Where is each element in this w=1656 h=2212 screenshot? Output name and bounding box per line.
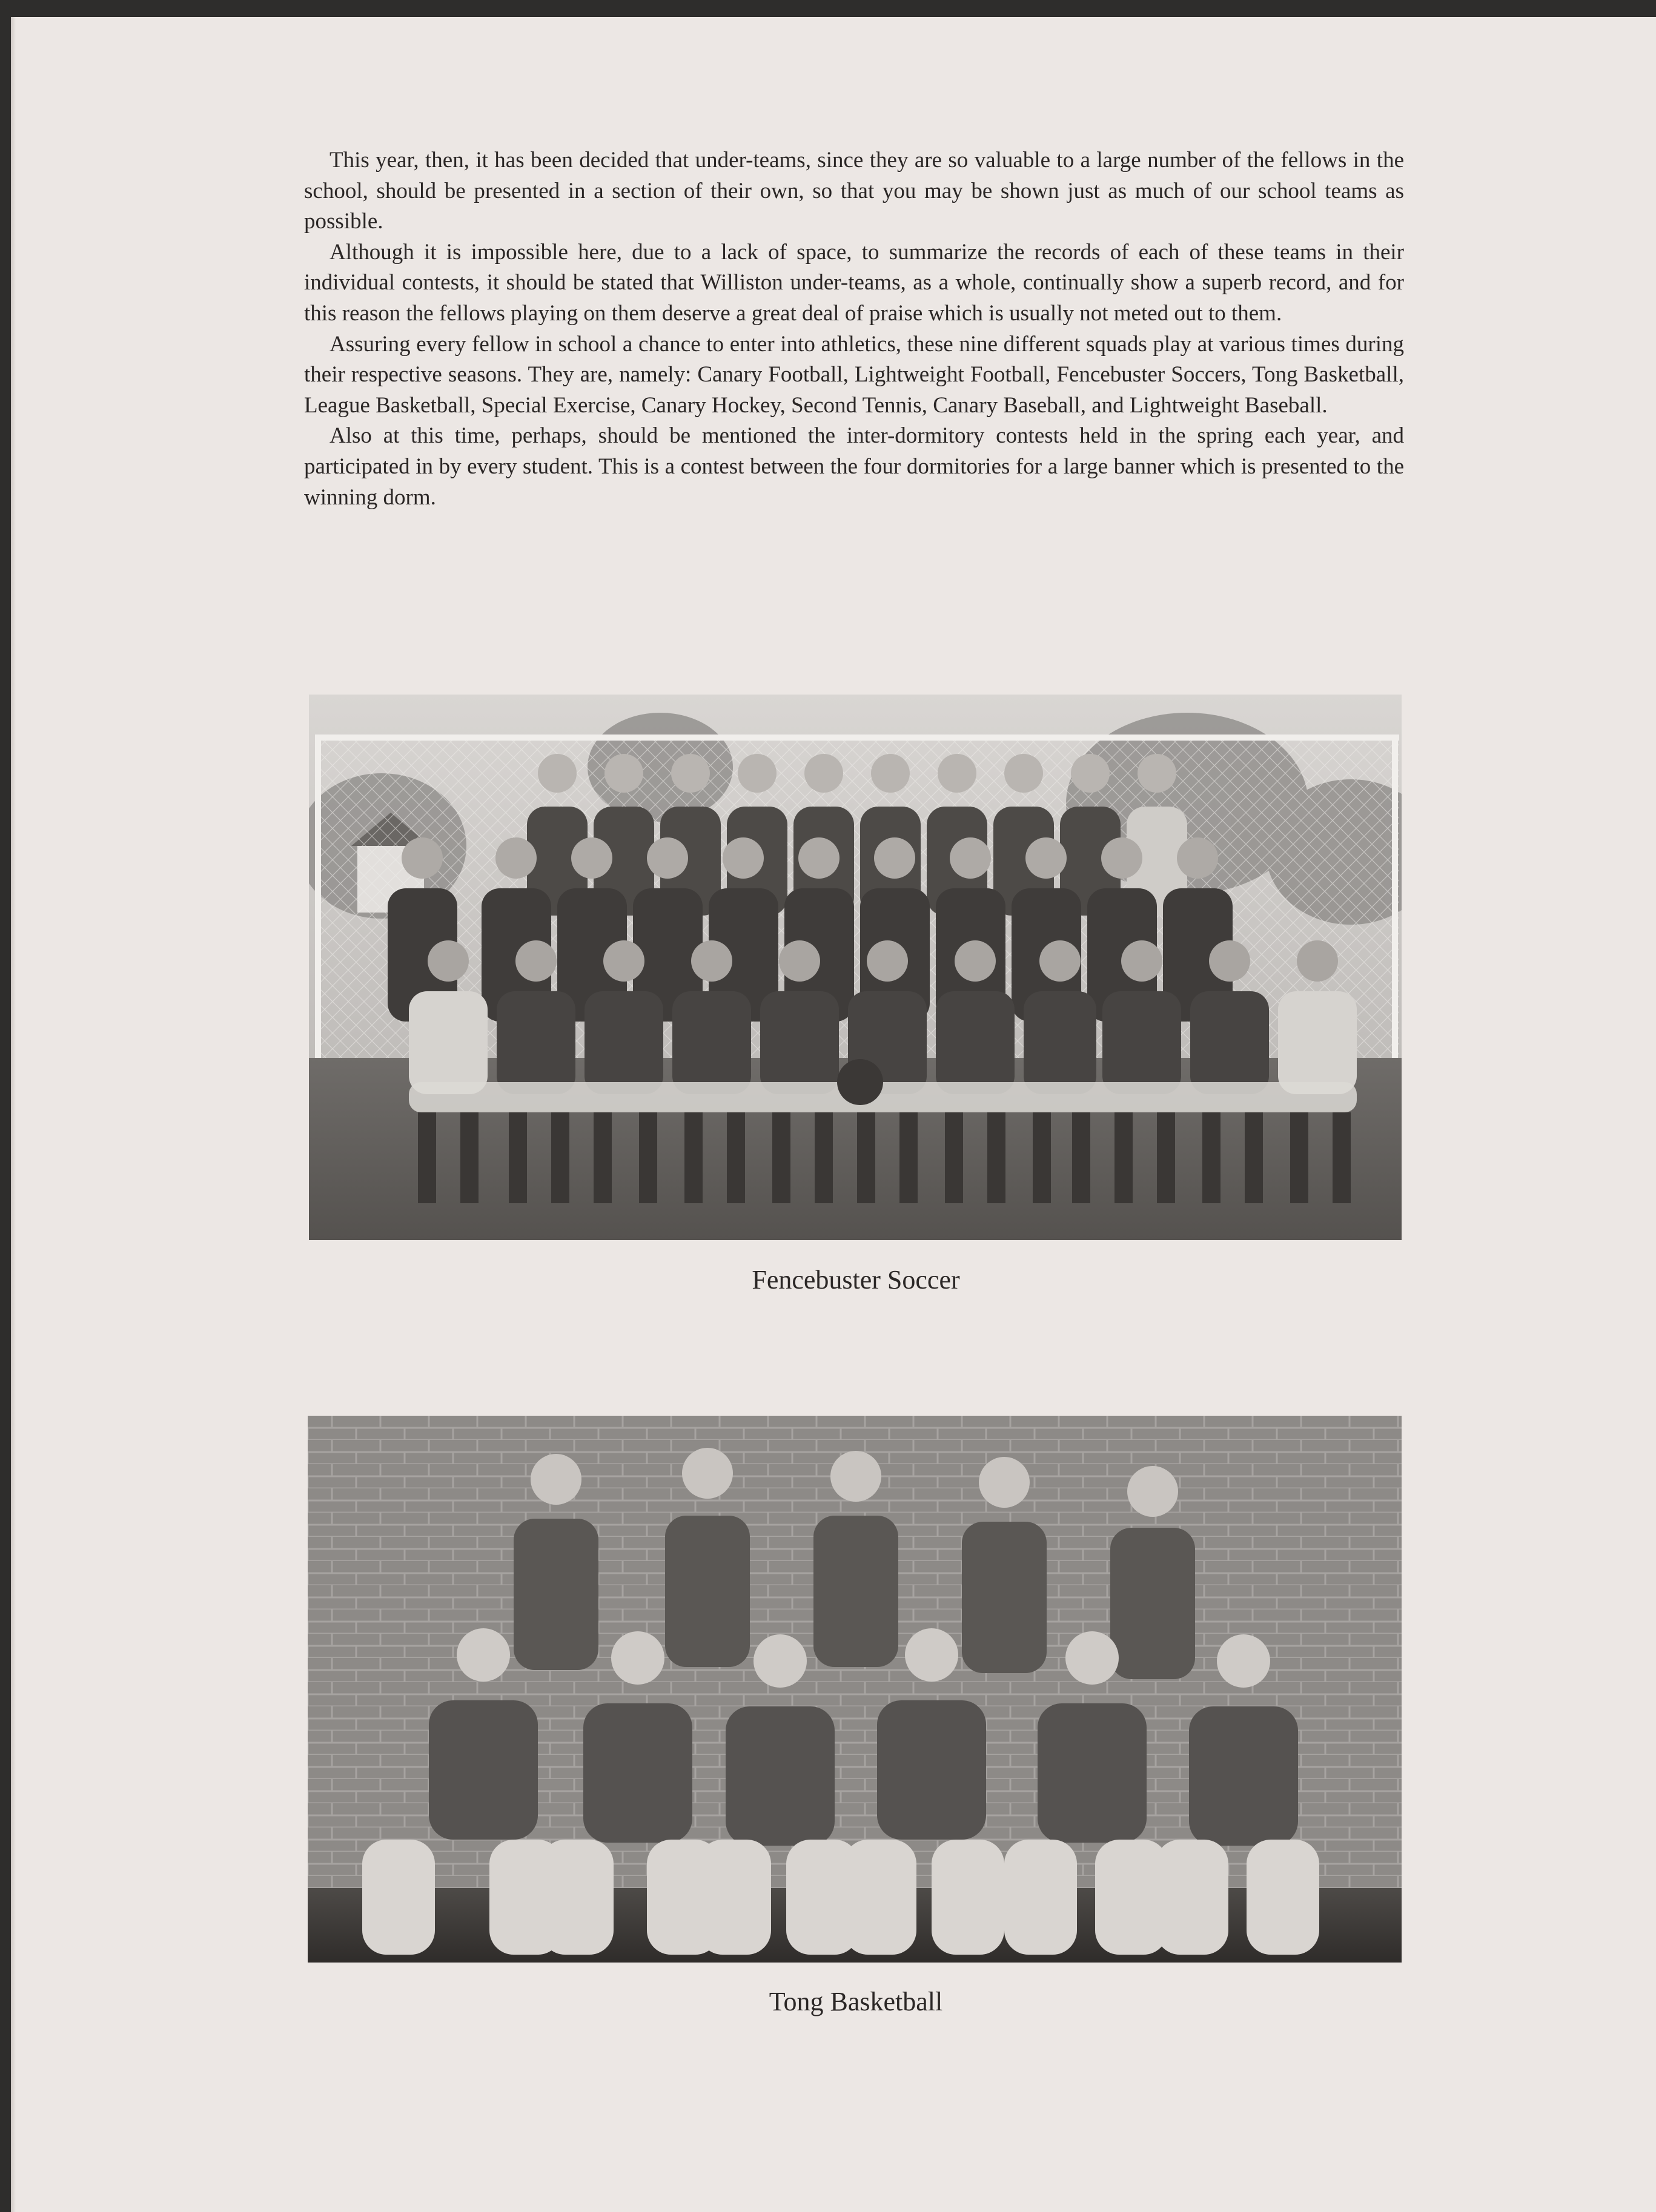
paragraph-3: Assuring every fellow in school a chance to enter into athletics, these nine different squads play at various times during their respective seasons. They are, namely: Canary Football, Lightweight Football, Fencebuster Soccers, Tong Basketball, League Basketball, Special Exercise, Canary Hockey, Second Tennis, Canary Baseball, and Lightweight Baseball. bbox=[304, 331, 1404, 418]
soccer-team-photo bbox=[309, 695, 1402, 1240]
page-edge-shadow bbox=[11, 17, 16, 2212]
soccer-photo-illustration bbox=[309, 695, 1402, 1240]
basketball-team-photo bbox=[308, 1416, 1402, 1963]
paragraph-2: Although it is impossible here, due to a lack of space, to summarize the records of each of these teams in their individual contests, it should be stated that Williston under-teams, as a whole, continually show a superb record, and for this reason the fellows playing on them deserve a great deal of praise which is usually not meted out to them. bbox=[304, 239, 1404, 326]
basketball-caption: Tong Basketball bbox=[769, 1987, 943, 2016]
soccer-caption: Fencebuster Soccer bbox=[752, 1265, 960, 1295]
basketball-photo-illustration bbox=[308, 1416, 1402, 1963]
paragraph-4: Also at this time, perhaps, should be mentioned the inter-dormitory contests held in the spring each year, and participated in by every student. This is a contest between the four dormitories for a large banner which is presented to the winning dorm. bbox=[304, 423, 1404, 510]
soccer-ball bbox=[837, 1059, 883, 1105]
paragraph-1: This year, then, it has been decided that under-teams, since they are so valuable to a large number of the fellows in the school, should be presented in a section of their own, so that you may be shown just as much of our school teams as possible. bbox=[304, 148, 1404, 234]
body-text bbox=[304, 145, 1404, 513]
